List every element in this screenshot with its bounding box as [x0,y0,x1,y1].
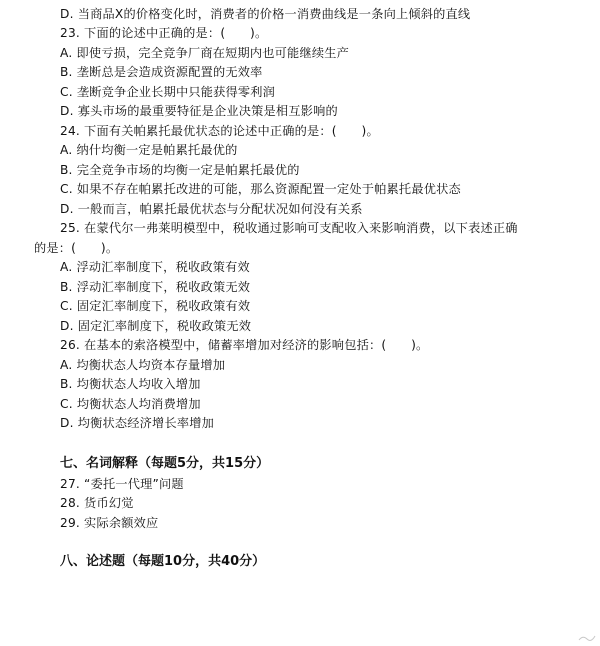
option-24-a: A. 纳什均衡一定是帕累托最优的 [60,143,238,157]
option-23-d: D. 寡头市场的最重要特征是企业决策是相互影响的 [60,104,338,118]
option-25-a: A. 浮动汇率制度下，税收政策有效 [60,260,250,274]
option-24-d: D. 一般而言，帕累托最优状态与分配状况如何没有关系 [60,202,363,216]
option-23-b: B. 垄断总是会造成资源配置的无效率 [60,65,263,79]
corner-scan-mark-icon [578,632,596,642]
term-28: 28. 货币幻觉 [60,496,134,510]
term-27: 27. “委托一代理”问题 [60,477,184,491]
option-25-c: C. 固定汇率制度下，税收政策有效 [60,299,251,313]
question-25-continued: 的是：( )。 [34,241,119,255]
option-24-c: C. 如果不存在帕累托改进的可能，那么资源配置一定处于帕累托最优状态 [60,182,461,196]
question-25: 25. 在蒙代尔一弗莱明模型中，税收通过影响可支配收入来影响消费，以下表述正确 [60,221,518,235]
option-26-a: A. 均衡状态人均资本存量增加 [60,358,226,372]
section-8-heading: 八、论述题（每题10分，共40分） [60,554,266,569]
option-22-d: D. 当商品X的价格变化时，消费者的价格一消费曲线是一条向上倾斜的直线 [60,7,471,21]
option-23-a: A. 即使亏损，完全竞争厂商在短期内也可能继续生产 [60,46,349,60]
option-25-d: D. 固定汇率制度下，税收政策无效 [60,319,252,333]
section-7-heading: 七、名词解释（每题5分，共15分） [60,456,270,471]
question-23: 23. 下面的论述中正确的是：( )。 [60,26,268,40]
option-24-b: B. 完全竞争市场的均衡一定是帕累托最优的 [60,163,300,177]
question-24: 24. 下面有关帕累托最优状态的论述中正确的是：( )。 [60,124,379,138]
option-26-b: B. 均衡状态人均收入增加 [60,377,201,391]
option-26-c: C. 均衡状态人均消费增加 [60,397,201,411]
option-26-d: D. 均衡状态经济增长率增加 [60,416,214,430]
option-23-c: C. 垄断竞争企业长期中只能获得零利润 [60,85,276,99]
option-25-b: B. 浮动汇率制度下，税收政策无效 [60,280,251,294]
question-26: 26. 在基本的索洛模型中，储蓄率增加对经济的影响包括：( )。 [60,338,429,352]
term-29: 29. 实际余额效应 [60,516,159,530]
